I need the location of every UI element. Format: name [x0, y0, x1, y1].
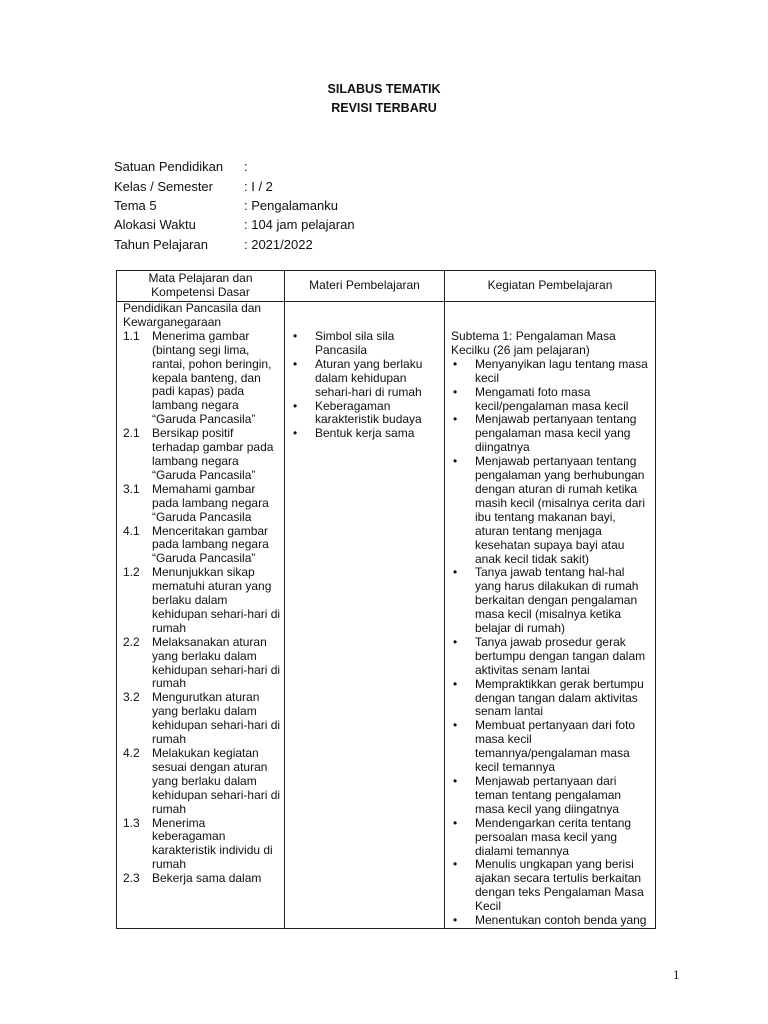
kegiatan-item — [451, 858, 651, 914]
subject-name: Pendidikan Pancasila dan Kewarganegaraan — [123, 301, 262, 329]
info-value: : I / 2 — [244, 179, 273, 194]
kegiatan-list — [451, 358, 651, 928]
bullet-icon: • — [453, 676, 458, 691]
kegiatan-item — [451, 455, 651, 566]
kd-item — [123, 330, 282, 427]
kegiatan-item-text: Menjawab pertanyaan dari teman tentang pengalaman masa kecil yang diingatnya — [475, 774, 622, 816]
kegiatan-item-text: Tanya jawab prosedur gerak bertumpu dengan tangan dalam aktivitas senam lantai — [475, 634, 646, 677]
kd-number: 3.1 — [123, 481, 140, 496]
kegiatan-item — [451, 358, 651, 386]
kd-item — [123, 747, 282, 817]
kd-text: Menunjukkan sikap mematuhi aturan yang berlaku dalam kehidupan sehari-hari di rumah — [152, 565, 281, 635]
kd-number: 2.3 — [123, 871, 140, 886]
kegiatan-item-text: Menjawab pertanyaan tentang pengalaman masa kecil yang diingatnya — [475, 412, 637, 455]
materi-item-text: Simbol sila sila Pancasila — [315, 329, 395, 357]
kegiatan-item — [451, 566, 651, 636]
kegiatan-item-text: Tanya jawab tentang hal-hal yang harus dilakukan di rumah berkaitan dengan pengalaman masa kecil (misalnya ketika belajar di rumah) — [475, 565, 639, 636]
info-label: Kelas / Semester — [114, 179, 213, 194]
kegiatan-item-text: Membuat pertanyaan dari foto masa kecil temannya/pengalaman masa kecil temannya — [475, 718, 636, 775]
kd-item — [123, 636, 282, 692]
kegiatan-item — [451, 914, 651, 928]
kd-text: Menceritakan gambar pada lambang negara “Garuda Pancasila” — [152, 523, 269, 566]
kegiatan-item — [451, 775, 651, 817]
kegiatan-item-text: Menyanyikan lagu tentang masa kecil — [475, 356, 648, 385]
table-row — [117, 302, 656, 929]
kegiatan-item — [451, 636, 651, 678]
materi-list — [291, 330, 440, 441]
kegiatan-item — [451, 413, 651, 455]
bullet-icon: • — [453, 412, 458, 427]
kegiatan-item-text: Menentukan contoh benda yang — [475, 913, 647, 928]
kd-text: Melaksanakan aturan yang berlaku dalam kehidupan sehari-hari di rumah — [152, 634, 281, 691]
kegiatan-item — [451, 678, 651, 720]
materi-item — [291, 427, 440, 441]
kd-text: Memahami gambar pada lambang negara “Garuda Pancasila — [152, 481, 269, 524]
kegiatan-item-text: Mengamati foto masa kecil/pengalaman masa kecil — [475, 384, 629, 413]
kd-number: 1.3 — [123, 815, 140, 830]
materi-item-text: Keberagaman karakteristik budaya — [315, 398, 422, 427]
kegiatan-item — [451, 386, 651, 414]
kegiatan-item — [451, 817, 651, 859]
kegiatan-cell — [445, 302, 656, 929]
syllabus-table — [116, 270, 656, 929]
kegiatan-item — [451, 719, 651, 775]
materi-item — [291, 330, 440, 358]
kd-number: 3.2 — [123, 690, 140, 705]
bullet-icon: • — [293, 356, 298, 371]
materi-item — [291, 400, 440, 428]
bullet-icon: • — [453, 815, 458, 830]
info-label: Tahun Pelajaran — [114, 237, 208, 252]
bullet-icon: • — [293, 426, 298, 441]
materi-item — [291, 358, 440, 400]
kd-text: Menerima keberagaman karakteristik individu di rumah — [152, 815, 273, 872]
document-subtitle: REVISI TERBARU — [331, 101, 437, 115]
bullet-icon: • — [453, 718, 458, 733]
header-materi: Materi Pembelajaran — [285, 271, 445, 302]
document-title: SILABUS TEMATIK — [327, 82, 441, 96]
info-label: Satuan Pendidikan — [114, 159, 224, 174]
kegiatan-item-text: Mempraktikkan gerak bertumpu dengan tangan dalam aktivitas senam lantai — [475, 676, 644, 719]
info-value: : — [244, 159, 248, 174]
page-number: 1 — [673, 967, 680, 982]
table-header-row — [117, 271, 656, 302]
kd-text: Bersikap positif terhadap gambar pada lambang negara “Garuda Pancasila” — [152, 426, 274, 482]
bullet-icon: • — [293, 329, 298, 343]
kd-number: 4.2 — [123, 746, 140, 760]
kd-number: 4.1 — [123, 523, 140, 538]
materi-item-text: Bentuk kerja sama — [315, 426, 415, 441]
kd-item — [123, 483, 282, 525]
kd-number: 1.1 — [123, 328, 140, 343]
info-label: Alokasi Waktu — [114, 217, 196, 232]
materi-cell — [285, 302, 445, 929]
kd-number: 2.1 — [123, 426, 140, 441]
kd-item — [123, 817, 282, 873]
kd-item — [123, 872, 282, 886]
kd-text: Mengurutkan aturan yang berlaku dalam kehidupan sehari-hari di rumah — [152, 690, 281, 747]
kegiatan-item-text: Menulis ungkapan yang berisi ajakan secara tertulis berkaitan dengan teks Pengalaman Masa Kecil — [475, 857, 644, 914]
bullet-icon: • — [453, 356, 458, 371]
kd-text: Menerima gambar (bintang segi lima, rantai, pohon beringin, kepala banteng, dan padi kapas) pada lambang negara “Garuda Pancasila” — [152, 328, 272, 427]
kd-item — [123, 525, 282, 567]
bullet-icon: • — [293, 398, 298, 413]
bullet-icon: • — [453, 857, 458, 872]
kd-number: 1.2 — [123, 565, 140, 580]
info-value: : 104 jam pelajaran — [244, 217, 355, 232]
bullet-icon: • — [453, 774, 458, 788]
kd-text: Melakukan kegiatan sesuai dengan aturan yang berlaku dalam kehidupan sehari-hari di rumah — [152, 746, 281, 816]
info-value: : Pengalamanku — [244, 198, 338, 213]
kegiatan-item-text: Menjawab pertanyaan tentang pengalaman yang berhubungan dengan aturan di rumah ketika masih kecil (misalnya cerita dari ibu tentang makanan bayi, aturan tentang menjaga kesehatan supaya bayi atau anak kecil tidak sakit) — [475, 454, 646, 566]
kd-cell — [117, 302, 285, 929]
kd-list — [123, 330, 282, 886]
bullet-icon: • — [453, 384, 458, 399]
bullet-icon: • — [453, 913, 458, 928]
materi-item-text: Aturan yang berlaku dalam kehidupan sehari-hari di rumah — [315, 356, 423, 399]
kegiatan-item-text: Mendengarkan cerita tentang persoalan masa kecil yang dialami temannya — [475, 815, 632, 858]
subtheme-title: Subtema 1: Pengalaman Masa Kecilku (26 jam pelajaran) — [451, 329, 616, 357]
kd-text: Bekerja sama dalam — [152, 871, 262, 886]
bullet-icon: • — [453, 565, 458, 580]
kd-item — [123, 691, 282, 747]
info-label: Tema 5 — [114, 198, 157, 213]
header-mapel: Mata Pelajaran dan Kompetensi Dasar — [117, 271, 285, 302]
bullet-icon: • — [453, 634, 458, 649]
bullet-icon: • — [453, 454, 458, 469]
kd-number: 2.2 — [123, 634, 140, 649]
kd-item — [123, 566, 282, 636]
info-value: : 2021/2022 — [244, 237, 313, 252]
kd-item — [123, 427, 282, 483]
header-kegiatan: Kegiatan Pembelajaran — [445, 271, 656, 302]
